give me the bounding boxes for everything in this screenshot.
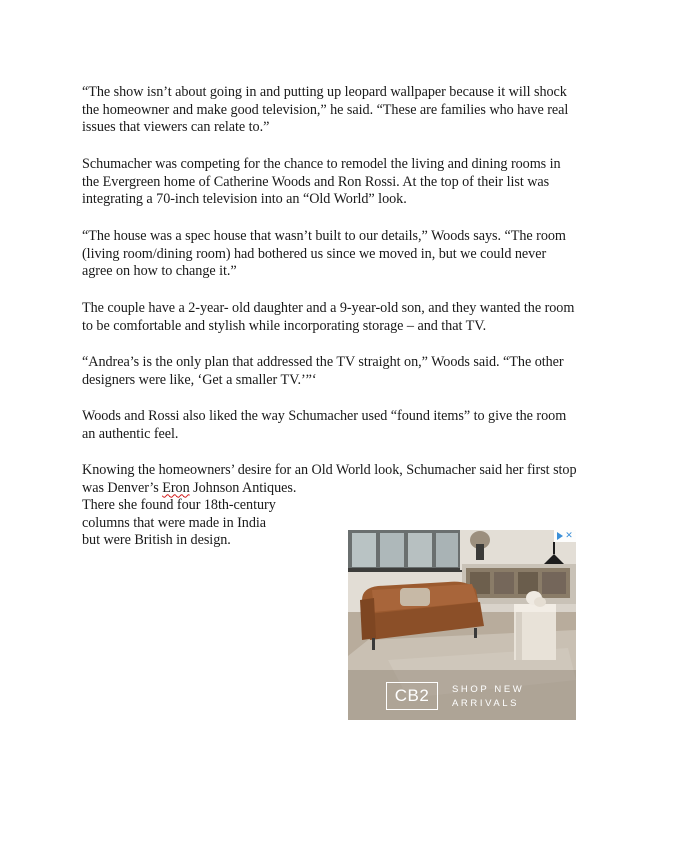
text-fragment: was Denver’s: [82, 479, 163, 496]
paragraph-6: [82, 408, 622, 443]
text-line: Knowing the homeowners’ desire for an Old World look, Schumacher said her first stop: [82, 462, 577, 478]
paragraph-4: [82, 300, 622, 335]
text-line: an authentic feel.: [82, 425, 179, 442]
text-line: to be comfortable and stylish while incorporating storage – and that TV.: [82, 317, 487, 334]
text-line: columns that were made in India: [82, 514, 267, 531]
text-line: the homeowner and make good television,” he said. “These are families who have real: [82, 101, 569, 118]
cb2-logo[interactable]: CB2: [386, 682, 438, 710]
paragraph-3: [82, 228, 622, 281]
text-line: [82, 480, 622, 498]
spellcheck-flagged-word[interactable]: Eron: [162, 479, 190, 496]
text-line: issues that viewers can relate to.”: [82, 119, 270, 136]
text-fragment: Johnson Antiques.: [189, 479, 297, 496]
paragraph-1: [82, 84, 622, 137]
text-line: (living room/dining room) had bothered us since we moved in, but we could never: [82, 245, 547, 262]
adchoices-triangle-icon[interactable]: [557, 532, 563, 540]
text-line: the Evergreen home of Catherine Woods and Ron Rossi. At the top of their list was: [82, 173, 550, 190]
paragraph-2: [82, 156, 622, 209]
text-line: “Andrea’s is the only plan that addressed the TV straight on,” Woods said. “The other: [82, 354, 564, 370]
ad-choices-badge[interactable]: [554, 530, 576, 542]
text-line: Woods and Rossi also liked the way Schumacher used “found items” to give the room: [82, 408, 567, 424]
close-x-icon[interactable]: ✕: [565, 531, 573, 541]
text-line: but were British in design.: [82, 532, 231, 549]
text-line: designers were like, ‘Get a smaller TV.’”‘: [82, 371, 317, 388]
text-line: integrating a 70-inch television into an “Old World” look.: [82, 191, 407, 208]
ad-tagline-line: ARRIVALS: [452, 698, 520, 709]
text-line: “The house was a spec house that wasn’t built to our details,” Woods says. “The room: [82, 228, 566, 244]
advertisement-banner[interactable]: [348, 530, 576, 720]
text-line: There she found four 18th-century: [82, 497, 276, 514]
text-line: “The show isn’t about going in and putting up leopard wallpaper because it will shock: [82, 84, 567, 100]
ad-tagline[interactable]: [452, 683, 562, 711]
ad-tagline-line: SHOP NEW: [452, 684, 525, 695]
text-line: agree on how to change it.”: [82, 263, 237, 280]
text-line: Schumacher was competing for the chance to remodel the living and dining rooms in: [82, 156, 561, 172]
paragraph-5: [82, 354, 622, 389]
text-line: The couple have a 2-year- old daughter and a 9-year-old son, and they wanted the room: [82, 300, 575, 316]
